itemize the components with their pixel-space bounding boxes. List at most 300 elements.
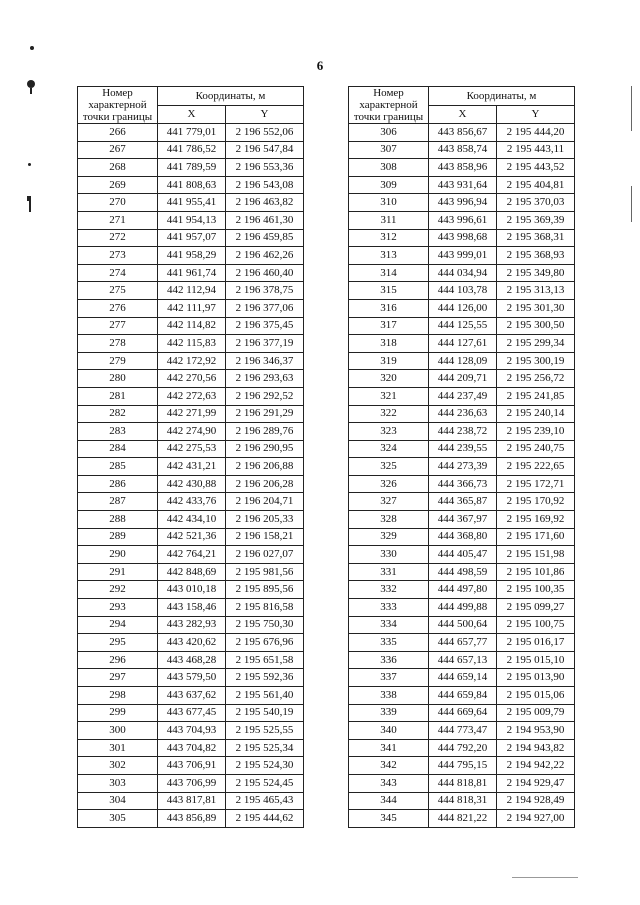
table-row	[78, 528, 304, 546]
x-coordinate-cell: 442 115,83	[158, 335, 226, 353]
y-coordinate-cell: 2 196 293,63	[226, 370, 304, 388]
point-number-cell: 315	[349, 282, 429, 300]
point-number-cell: 282	[78, 405, 158, 423]
x-coordinate-cell: 444 499,88	[429, 599, 497, 617]
x-coordinate-cell: 443 931,64	[429, 176, 497, 194]
table-row	[349, 546, 575, 564]
scan-edge-line	[631, 86, 632, 131]
table-row	[349, 669, 575, 687]
point-number-cell: 332	[349, 581, 429, 599]
point-number-cell: 274	[78, 264, 158, 282]
point-number-cell: 333	[349, 599, 429, 617]
y-coordinate-cell: 2 195 013,90	[497, 669, 575, 687]
y-coordinate-cell: 2 196 027,07	[226, 546, 304, 564]
y-coordinate-cell: 2 195 301,30	[497, 299, 575, 317]
table-row	[78, 493, 304, 511]
point-number-cell: 271	[78, 211, 158, 229]
x-coordinate-cell: 444 126,00	[429, 299, 497, 317]
table-row	[349, 792, 575, 810]
x-coordinate-cell: 442 274,90	[158, 423, 226, 441]
x-coordinate-cell: 443 856,67	[429, 124, 497, 142]
y-coordinate-cell: 2 195 750,30	[226, 616, 304, 634]
table-row	[78, 124, 304, 142]
x-coordinate-cell: 444 792,20	[429, 739, 497, 757]
point-number-cell: 273	[78, 247, 158, 265]
x-coordinate-cell: 443 858,74	[429, 141, 497, 159]
point-number-cell: 296	[78, 651, 158, 669]
x-coordinate-cell: 444 366,73	[429, 475, 497, 493]
x-coordinate-cell: 444 239,55	[429, 440, 497, 458]
x-coordinate-cell: 444 498,59	[429, 563, 497, 581]
y-coordinate-cell: 2 195 100,75	[497, 616, 575, 634]
x-coordinate-cell: 444 657,77	[429, 634, 497, 652]
x-coordinate-cell: 442 434,10	[158, 511, 226, 529]
y-coordinate-cell: 2 196 378,75	[226, 282, 304, 300]
table-row	[78, 211, 304, 229]
y-coordinate-cell: 2 196 290,95	[226, 440, 304, 458]
x-coordinate-cell: 442 521,36	[158, 528, 226, 546]
y-coordinate-cell: 2 196 291,29	[226, 405, 304, 423]
y-coordinate-cell: 2 195 099,27	[497, 599, 575, 617]
table-row	[78, 159, 304, 177]
point-number-cell: 286	[78, 475, 158, 493]
y-coordinate-cell: 2 194 927,00	[497, 810, 575, 828]
table-row	[349, 370, 575, 388]
point-number-cell: 314	[349, 264, 429, 282]
x-header: X	[429, 106, 497, 124]
y-header: Y	[497, 106, 575, 124]
point-number-cell: 302	[78, 757, 158, 775]
x-coordinate-cell: 443 858,96	[429, 159, 497, 177]
table-row	[78, 440, 304, 458]
table-row	[78, 810, 304, 828]
table-row	[78, 475, 304, 493]
y-coordinate-cell: 2 195 651,58	[226, 651, 304, 669]
table-row	[78, 282, 304, 300]
table-row	[78, 651, 304, 669]
x-coordinate-cell: 443 998,68	[429, 229, 497, 247]
x-coordinate-cell: 443 704,82	[158, 739, 226, 757]
x-coordinate-cell: 443 579,50	[158, 669, 226, 687]
x-coordinate-cell: 444 367,97	[429, 511, 497, 529]
y-coordinate-cell: 2 195 172,71	[497, 475, 575, 493]
y-coordinate-cell: 2 195 313,13	[497, 282, 575, 300]
y-coordinate-cell: 2 195 816,58	[226, 599, 304, 617]
y-coordinate-cell: 2 196 206,88	[226, 458, 304, 476]
table-row	[349, 458, 575, 476]
point-number-cell: 338	[349, 687, 429, 705]
x-coordinate-cell: 444 795,15	[429, 757, 497, 775]
point-number-cell: 340	[349, 722, 429, 740]
y-coordinate-cell: 2 196 461,30	[226, 211, 304, 229]
y-coordinate-cell: 2 195 101,86	[497, 563, 575, 581]
table-row	[78, 141, 304, 159]
y-coordinate-cell: 2 195 404,81	[497, 176, 575, 194]
table-row	[78, 264, 304, 282]
y-coordinate-cell: 2 194 953,90	[497, 722, 575, 740]
x-coordinate-cell: 442 430,88	[158, 475, 226, 493]
x-coordinate-cell: 444 034,94	[429, 264, 497, 282]
x-coordinate-cell: 443 706,99	[158, 774, 226, 792]
x-coordinate-cell: 441 779,01	[158, 124, 226, 142]
y-coordinate-cell: 2 195 016,17	[497, 634, 575, 652]
table-row	[349, 176, 575, 194]
point-number-cell: 285	[78, 458, 158, 476]
x-coordinate-cell: 443 420,62	[158, 634, 226, 652]
scan-speck	[30, 88, 32, 94]
x-coordinate-cell: 442 272,63	[158, 387, 226, 405]
coordinates-table-left	[77, 86, 304, 828]
y-coordinate-cell: 2 195 444,20	[497, 124, 575, 142]
y-coordinate-cell: 2 195 369,39	[497, 211, 575, 229]
coordinates-header: Координаты, м	[158, 87, 304, 106]
point-number-cell: 324	[349, 440, 429, 458]
x-coordinate-cell: 443 704,93	[158, 722, 226, 740]
point-number-cell: 304	[78, 792, 158, 810]
x-coordinate-cell: 442 764,21	[158, 546, 226, 564]
table-row	[78, 352, 304, 370]
point-number-cell: 318	[349, 335, 429, 353]
x-coordinate-cell: 443 999,01	[429, 247, 497, 265]
table-row	[349, 440, 575, 458]
table-row	[78, 229, 304, 247]
y-coordinate-cell: 2 196 553,36	[226, 159, 304, 177]
table-row	[78, 669, 304, 687]
point-number-cell: 275	[78, 282, 158, 300]
table-row	[78, 511, 304, 529]
point-number-cell: 311	[349, 211, 429, 229]
x-coordinate-cell: 444 127,61	[429, 335, 497, 353]
point-number-cell: 326	[349, 475, 429, 493]
x-coordinate-cell: 443 637,62	[158, 687, 226, 705]
y-coordinate-cell: 2 195 895,56	[226, 581, 304, 599]
table-row	[78, 176, 304, 194]
x-coordinate-cell: 442 848,69	[158, 563, 226, 581]
y-coordinate-cell: 2 196 204,71	[226, 493, 304, 511]
y-coordinate-cell: 2 195 300,50	[497, 317, 575, 335]
x-coordinate-cell: 443 282,93	[158, 616, 226, 634]
table-row	[78, 563, 304, 581]
point-number-cell: 300	[78, 722, 158, 740]
point-number-cell: 334	[349, 616, 429, 634]
table-row	[78, 458, 304, 476]
x-coordinate-cell: 442 172,92	[158, 352, 226, 370]
point-number-cell: 295	[78, 634, 158, 652]
scan-speck	[30, 46, 34, 50]
table-row	[78, 423, 304, 441]
y-coordinate-cell: 2 195 009,79	[497, 704, 575, 722]
y-coordinate-cell: 2 195 561,40	[226, 687, 304, 705]
point-number-cell: 341	[349, 739, 429, 757]
y-coordinate-cell: 2 196 289,76	[226, 423, 304, 441]
point-number-cell: 299	[78, 704, 158, 722]
table-row	[78, 599, 304, 617]
point-number-cell: 317	[349, 317, 429, 335]
y-coordinate-cell: 2 195 256,72	[497, 370, 575, 388]
y-coordinate-cell: 2 196 205,33	[226, 511, 304, 529]
y-coordinate-cell: 2 195 015,10	[497, 651, 575, 669]
x-coordinate-cell: 444 236,63	[429, 405, 497, 423]
point-number-cell: 290	[78, 546, 158, 564]
point-number-cell: 309	[349, 176, 429, 194]
table-row	[78, 317, 304, 335]
x-coordinate-cell: 444 209,71	[429, 370, 497, 388]
point-number-cell: 298	[78, 687, 158, 705]
x-coordinate-cell: 441 957,07	[158, 229, 226, 247]
point-number-cell: 337	[349, 669, 429, 687]
x-coordinate-cell: 444 273,39	[429, 458, 497, 476]
point-number-cell: 330	[349, 546, 429, 564]
point-number-cell: 327	[349, 493, 429, 511]
table-row	[349, 299, 575, 317]
y-coordinate-cell: 2 195 524,30	[226, 757, 304, 775]
y-coordinate-cell: 2 195 368,31	[497, 229, 575, 247]
y-coordinate-cell: 2 196 547,84	[226, 141, 304, 159]
y-coordinate-cell: 2 195 444,62	[226, 810, 304, 828]
point-number-cell: 291	[78, 563, 158, 581]
x-coordinate-cell: 443 706,91	[158, 757, 226, 775]
table-row	[78, 722, 304, 740]
y-coordinate-cell: 2 196 543,08	[226, 176, 304, 194]
x-coordinate-cell: 444 237,49	[429, 387, 497, 405]
table-row	[78, 704, 304, 722]
y-coordinate-cell: 2 195 370,03	[497, 194, 575, 212]
y-coordinate-cell: 2 195 222,65	[497, 458, 575, 476]
point-number-header: Номер характерной точки границы	[78, 87, 158, 124]
table-row	[349, 651, 575, 669]
y-coordinate-cell: 2 196 552,06	[226, 124, 304, 142]
y-coordinate-cell: 2 195 015,06	[497, 687, 575, 705]
x-coordinate-cell: 444 669,64	[429, 704, 497, 722]
y-coordinate-cell: 2 194 929,47	[497, 774, 575, 792]
table-row	[78, 194, 304, 212]
x-coordinate-cell: 441 955,41	[158, 194, 226, 212]
point-number-cell: 278	[78, 335, 158, 353]
scan-bottom-line	[512, 877, 578, 878]
table-row	[349, 599, 575, 617]
table-row	[78, 370, 304, 388]
x-coordinate-cell: 444 659,14	[429, 669, 497, 687]
x-coordinate-cell: 443 856,89	[158, 810, 226, 828]
point-number-cell: 268	[78, 159, 158, 177]
y-coordinate-cell: 2 194 942,22	[497, 757, 575, 775]
y-coordinate-cell: 2 195 443,52	[497, 159, 575, 177]
y-coordinate-cell: 2 196 158,21	[226, 528, 304, 546]
point-number-cell: 289	[78, 528, 158, 546]
scan-speck	[27, 80, 35, 88]
y-coordinate-cell: 2 195 240,14	[497, 405, 575, 423]
x-coordinate-cell: 444 818,31	[429, 792, 497, 810]
x-coordinate-cell: 441 808,63	[158, 176, 226, 194]
point-number-cell: 269	[78, 176, 158, 194]
x-coordinate-cell: 441 786,52	[158, 141, 226, 159]
table-row	[349, 352, 575, 370]
table-row	[349, 194, 575, 212]
y-coordinate-cell: 2 195 240,75	[497, 440, 575, 458]
x-coordinate-cell: 443 996,94	[429, 194, 497, 212]
point-number-cell: 280	[78, 370, 158, 388]
y-coordinate-cell: 2 196 206,28	[226, 475, 304, 493]
y-coordinate-cell: 2 196 346,37	[226, 352, 304, 370]
x-coordinate-cell: 443 468,28	[158, 651, 226, 669]
table-row	[349, 616, 575, 634]
table-row	[349, 405, 575, 423]
table-row	[78, 335, 304, 353]
x-coordinate-cell: 444 497,80	[429, 581, 497, 599]
table-row	[349, 141, 575, 159]
point-number-cell: 328	[349, 511, 429, 529]
point-number-cell: 320	[349, 370, 429, 388]
point-number-cell: 345	[349, 810, 429, 828]
y-coordinate-cell: 2 195 100,35	[497, 581, 575, 599]
y-coordinate-cell: 2 195 151,98	[497, 546, 575, 564]
y-coordinate-cell: 2 196 462,26	[226, 247, 304, 265]
point-number-cell: 336	[349, 651, 429, 669]
table-row	[78, 739, 304, 757]
table-row	[349, 475, 575, 493]
table-row	[349, 335, 575, 353]
point-number-cell: 312	[349, 229, 429, 247]
point-number-cell: 331	[349, 563, 429, 581]
x-coordinate-cell: 444 128,09	[429, 352, 497, 370]
x-coordinate-cell: 442 112,94	[158, 282, 226, 300]
x-coordinate-cell: 441 961,74	[158, 264, 226, 282]
y-coordinate-cell: 2 196 375,45	[226, 317, 304, 335]
point-number-cell: 267	[78, 141, 158, 159]
point-number-cell: 301	[78, 739, 158, 757]
x-coordinate-cell: 442 275,53	[158, 440, 226, 458]
scan-edge-line	[631, 186, 632, 222]
point-number-cell: 310	[349, 194, 429, 212]
y-coordinate-cell: 2 196 463,82	[226, 194, 304, 212]
x-coordinate-cell: 444 773,47	[429, 722, 497, 740]
table-row	[349, 757, 575, 775]
point-number-cell: 325	[349, 458, 429, 476]
table-row	[78, 616, 304, 634]
point-number-cell: 329	[349, 528, 429, 546]
coordinates-header: Координаты, м	[429, 87, 575, 106]
coordinates-table-right	[348, 86, 575, 828]
point-number-cell: 307	[349, 141, 429, 159]
y-coordinate-cell: 2 195 368,93	[497, 247, 575, 265]
point-number-cell: 323	[349, 423, 429, 441]
x-coordinate-cell: 441 958,29	[158, 247, 226, 265]
x-coordinate-cell: 444 818,81	[429, 774, 497, 792]
y-coordinate-cell: 2 195 592,36	[226, 669, 304, 687]
table-row	[78, 687, 304, 705]
point-number-cell: 276	[78, 299, 158, 317]
point-number-cell: 316	[349, 299, 429, 317]
y-coordinate-cell: 2 195 443,11	[497, 141, 575, 159]
x-coordinate-cell: 444 500,64	[429, 616, 497, 634]
x-coordinate-cell: 441 789,59	[158, 159, 226, 177]
table-row	[349, 493, 575, 511]
table-row	[349, 563, 575, 581]
y-coordinate-cell: 2 195 524,45	[226, 774, 304, 792]
table-row	[349, 124, 575, 142]
point-number-cell: 281	[78, 387, 158, 405]
y-coordinate-cell: 2 195 241,85	[497, 387, 575, 405]
y-coordinate-cell: 2 195 239,10	[497, 423, 575, 441]
point-number-cell: 306	[349, 124, 429, 142]
x-coordinate-cell: 443 996,61	[429, 211, 497, 229]
table-row	[349, 704, 575, 722]
x-coordinate-cell: 444 657,13	[429, 651, 497, 669]
table-row	[349, 581, 575, 599]
table-row	[78, 634, 304, 652]
table-row	[78, 405, 304, 423]
table-row	[78, 299, 304, 317]
point-number-cell: 293	[78, 599, 158, 617]
scan-speck	[29, 201, 31, 212]
y-coordinate-cell: 2 195 525,55	[226, 722, 304, 740]
x-coordinate-cell: 442 114,82	[158, 317, 226, 335]
point-number-cell: 283	[78, 423, 158, 441]
y-header: Y	[226, 106, 304, 124]
x-coordinate-cell: 444 365,87	[429, 493, 497, 511]
point-number-cell: 287	[78, 493, 158, 511]
table-row	[78, 792, 304, 810]
point-number-cell: 339	[349, 704, 429, 722]
point-number-cell: 319	[349, 352, 429, 370]
point-number-cell: 343	[349, 774, 429, 792]
point-number-cell: 297	[78, 669, 158, 687]
point-number-cell: 303	[78, 774, 158, 792]
y-coordinate-cell: 2 196 377,06	[226, 299, 304, 317]
point-number-cell: 270	[78, 194, 158, 212]
table-row	[78, 247, 304, 265]
y-coordinate-cell: 2 195 349,80	[497, 264, 575, 282]
x-coordinate-cell: 442 431,21	[158, 458, 226, 476]
x-coordinate-cell: 442 433,76	[158, 493, 226, 511]
x-coordinate-cell: 444 238,72	[429, 423, 497, 441]
x-coordinate-cell: 442 271,99	[158, 405, 226, 423]
x-coordinate-cell: 441 954,13	[158, 211, 226, 229]
point-number-cell: 342	[349, 757, 429, 775]
point-number-cell: 266	[78, 124, 158, 142]
point-number-cell: 308	[349, 159, 429, 177]
point-number-cell: 313	[349, 247, 429, 265]
point-number-cell: 284	[78, 440, 158, 458]
point-number-cell: 279	[78, 352, 158, 370]
point-number-cell: 321	[349, 387, 429, 405]
x-coordinate-cell: 443 677,45	[158, 704, 226, 722]
table-row	[349, 739, 575, 757]
table-row	[349, 722, 575, 740]
table-row	[78, 387, 304, 405]
table-row	[349, 387, 575, 405]
x-coordinate-cell: 443 010,18	[158, 581, 226, 599]
y-coordinate-cell: 2 195 300,19	[497, 352, 575, 370]
point-number-cell: 272	[78, 229, 158, 247]
point-number-header: Номер характерной точки границы	[349, 87, 429, 124]
y-coordinate-cell: 2 196 459,85	[226, 229, 304, 247]
x-header: X	[158, 106, 226, 124]
point-number-cell: 322	[349, 405, 429, 423]
table-row	[349, 211, 575, 229]
y-coordinate-cell: 2 196 377,19	[226, 335, 304, 353]
table-row	[78, 546, 304, 564]
table-row	[349, 423, 575, 441]
y-coordinate-cell: 2 195 169,92	[497, 511, 575, 529]
table-row	[78, 774, 304, 792]
x-coordinate-cell: 442 111,97	[158, 299, 226, 317]
y-coordinate-cell: 2 195 171,60	[497, 528, 575, 546]
y-coordinate-cell: 2 194 943,82	[497, 739, 575, 757]
table-row	[349, 511, 575, 529]
y-coordinate-cell: 2 195 299,34	[497, 335, 575, 353]
y-coordinate-cell: 2 194 928,49	[497, 792, 575, 810]
